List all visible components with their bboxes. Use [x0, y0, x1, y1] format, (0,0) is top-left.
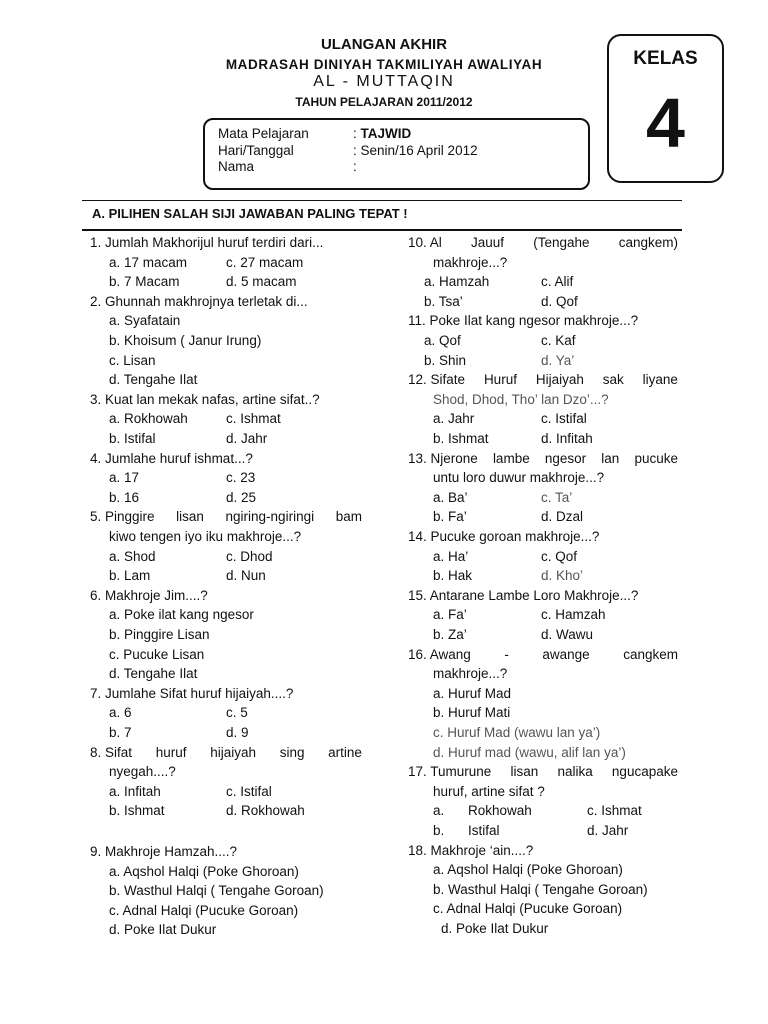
- q14-option-a: a. Ha’: [433, 548, 469, 564]
- q6-option-b: b. Pinggire Lisan: [109, 627, 210, 642]
- q4-option-c: c. 23: [226, 470, 256, 486]
- q7-option-a: a. 6: [109, 705, 132, 721]
- divider-bottom: [82, 229, 682, 231]
- q6-option-d: d. Tengahe Ilat: [109, 666, 198, 682]
- q11-option-b: b. Shin: [424, 352, 467, 368]
- subject-label: Mata Pelajaran: [218, 126, 309, 141]
- date-label: Hari/Tanggal: [218, 143, 294, 158]
- name-value: :: [353, 159, 357, 174]
- question-17: 17. Tumurune lisan nalika ngucapake: [408, 764, 678, 780]
- q18-option-a: a. Aqshol Halqi (Poke Ghoroan): [433, 862, 623, 878]
- q11-option-a: a. Qof: [424, 333, 461, 348]
- q2-option-c: c. Lisan: [109, 352, 156, 368]
- question-1: 1. Jumlah Makhorijul huruf terdiri dari...: [90, 235, 324, 250]
- question-6: 6. Makhroje Jim....?: [90, 587, 208, 603]
- q12-option-c: c. Istifal: [541, 411, 587, 427]
- question-11: 11. Poke Ilat kang ngesor makhroje...?: [408, 313, 639, 329]
- q14-option-c: c. Qof: [541, 548, 578, 564]
- q6-option-a: a. Poke ilat kang ngesor: [109, 607, 254, 623]
- q5-option-a: a. Shod: [109, 548, 156, 564]
- class-label: KELAS: [633, 48, 698, 69]
- q2-option-b: b. Khoisum ( Janur Irung): [109, 333, 262, 348]
- q17-option-c: c. Ishmat: [587, 803, 642, 819]
- class-box: [607, 34, 724, 183]
- q16-option-d: d. Huruf mad (wawu, alif lan ya’): [433, 744, 626, 760]
- question-10-cont: makhroje...?: [433, 254, 508, 270]
- q13-option-c: c. Ta’: [541, 489, 573, 505]
- q4-option-a: a. 17: [109, 470, 140, 486]
- question-9: 9. Makhroje Hamzah....?: [90, 844, 238, 859]
- q1-option-a: a. 17 macam: [109, 254, 188, 270]
- q9-option-d: d. Poke Ilat Dukur: [109, 922, 217, 938]
- question-16: 16. Awang - awange cangkem: [408, 646, 678, 662]
- question-2: 2. Ghunnah makhrojnya terletak di...: [90, 293, 308, 309]
- school-name: AL - MUTTAQIN: [313, 73, 455, 90]
- q8-option-c: c. Istifal: [226, 783, 272, 799]
- academic-year: TAHUN PELAJARAN 2011/2012: [295, 95, 473, 109]
- q15-option-b: b. Za’: [433, 627, 467, 642]
- q12-option-b: b. Ishmat: [433, 431, 489, 446]
- q1-option-b: b. 7 Macam: [109, 274, 180, 290]
- q10-option-b: b. Tsa’: [424, 293, 463, 309]
- section-a-heading: A. PILIHEN SALAH SIJI JAWABAN PALING TEPAT !: [92, 206, 408, 221]
- q16-option-a: a. Huruf Mad: [433, 685, 512, 701]
- question-13-cont: untu loro duwur makhroje...?: [433, 470, 605, 486]
- q13-option-a: a. Ba’: [433, 489, 468, 505]
- q17-option-b: Istifal: [468, 823, 500, 838]
- divider-top: [82, 200, 682, 201]
- q18-option-c: c. Adnal Halqi (Pucuke Goroan): [433, 901, 623, 917]
- q16-option-b: b. Huruf Mati: [433, 705, 511, 721]
- q5-option-c: c. Dhod: [226, 548, 273, 564]
- q17-option-b-letter: b.: [433, 823, 445, 838]
- q16-option-c: c. Huruf Mad (wawu lan ya’): [433, 725, 601, 740]
- q2-option-a: a. Syafatain: [109, 313, 181, 329]
- q7-option-c: c. 5: [226, 705, 248, 721]
- q2-option-d: d. Tengahe Ilat: [109, 372, 198, 388]
- question-15: 15. Antarane Lambe Loro Makhroje...?: [408, 587, 639, 603]
- question-10: 10. Al Jauuf (Tengahe cangkem): [408, 235, 678, 250]
- question-4: 4. Jumlahe huruf ishmat...?: [90, 450, 253, 466]
- q11-option-d: d. Ya’: [541, 352, 575, 368]
- class-number: 4: [646, 84, 685, 162]
- date-value: : Senin/16 April 2012: [353, 143, 478, 158]
- q15-option-c: c. Hamzah: [541, 607, 606, 623]
- q1-option-c: c. 27 macam: [226, 254, 304, 270]
- q10-option-d: d. Qof: [541, 293, 578, 309]
- q6-option-c: c. Pucuke Lisan: [109, 646, 205, 662]
- q17-option-a-letter: a.: [433, 803, 445, 819]
- q15-option-a: a. Fa’: [433, 607, 467, 623]
- q17-option-a: Rokhowah: [468, 803, 532, 819]
- q4-option-b: b. 16: [109, 489, 140, 505]
- question-5: 5. Pinggire lisan ngiring-ngiringi bam: [90, 509, 362, 525]
- exam-info-box: Mata Pelajaran : TAJWID Hari/Tanggal : Senin/16 April 2012 Nama :: [203, 118, 590, 190]
- q3-option-d: d. Jahr: [226, 431, 268, 446]
- q17-option-d: d. Jahr: [587, 823, 629, 838]
- q5-option-b: b. Lam: [109, 568, 151, 584]
- name-label: Nama: [218, 159, 255, 174]
- question-8-cont: nyegah....?: [109, 764, 176, 780]
- q3-option-b: b. Istifal: [109, 431, 156, 446]
- q11-option-c: c. Kaf: [541, 333, 576, 348]
- q14-option-d: d. Kho’: [541, 568, 584, 584]
- question-17-cont: huruf, artine sifat ?: [433, 783, 545, 799]
- q8-option-d: d. Rokhowah: [226, 803, 305, 819]
- q13-option-d: d. Dzal: [541, 509, 584, 525]
- question-12-cont: Shod, Dhod, Tho’ lan Dzo’...?: [433, 391, 609, 407]
- question-14: 14. Pucuke goroan makhroje...?: [408, 529, 600, 544]
- q18-option-d: d. Poke Ilat Dukur: [441, 921, 549, 936]
- q18-option-b: b. Wasthul Halqi ( Tengahe Goroan): [433, 881, 648, 897]
- q9-option-c: c. Adnal Halqi (Pucuke Goroan): [109, 902, 299, 918]
- q8-option-a: a. Infitah: [109, 783, 161, 799]
- question-5-cont: kiwo tengen iyo iku makhroje...?: [109, 529, 302, 544]
- subject-value: TAJWID: [360, 126, 412, 141]
- question-3: 3. Kuat lan mekak nafas, artine sifat..?: [90, 391, 320, 407]
- q8-option-b: b. Ishmat: [109, 803, 165, 819]
- question-13: 13. Njerone lambe ngesor lan pucuke: [408, 450, 678, 466]
- q5-option-d: d. Nun: [226, 568, 266, 584]
- q13-option-b: b. Fa’: [433, 509, 467, 525]
- q9-option-a: a. Aqshol Halqi (Poke Ghoroan): [109, 863, 299, 879]
- institution-name: MADRASAH DINIYAH TAKMILIYAH AWALIYAH: [225, 57, 543, 72]
- q4-option-d: d. 25: [226, 489, 257, 505]
- q12-option-a: a. Jahr: [433, 411, 475, 427]
- question-16-cont: makhroje...?: [433, 666, 508, 682]
- q9-option-b: b. Wasthul Halqi ( Tengahe Goroan): [109, 883, 324, 899]
- q1-option-d: d. 5 macam: [226, 274, 297, 290]
- q3-option-a: a. Rokhowah: [109, 411, 188, 427]
- exam-title: ULANGAN AKHIR: [320, 36, 448, 53]
- question-7: 7. Jumlahe Sifat huruf hijaiyah....?: [90, 685, 294, 701]
- question-18: 18. Makhroje ‘ain....?: [408, 842, 534, 858]
- q14-option-b: b. Hak: [433, 568, 473, 584]
- q7-option-d: d. 9: [226, 725, 249, 740]
- q12-option-d: d. Infitah: [541, 431, 593, 446]
- q3-option-c: c. Ishmat: [226, 411, 281, 427]
- q10-option-a: a. Hamzah: [424, 274, 490, 290]
- q7-option-b: b. 7: [109, 725, 132, 740]
- question-8: 8. Sifat huruf hijaiyah sing artine: [90, 744, 362, 760]
- question-12: 12. Sifate Huruf Hijaiyah sak liyane: [408, 372, 678, 388]
- q10-option-c: c. Alif: [541, 274, 574, 290]
- q15-option-d: d. Wawu: [541, 627, 594, 642]
